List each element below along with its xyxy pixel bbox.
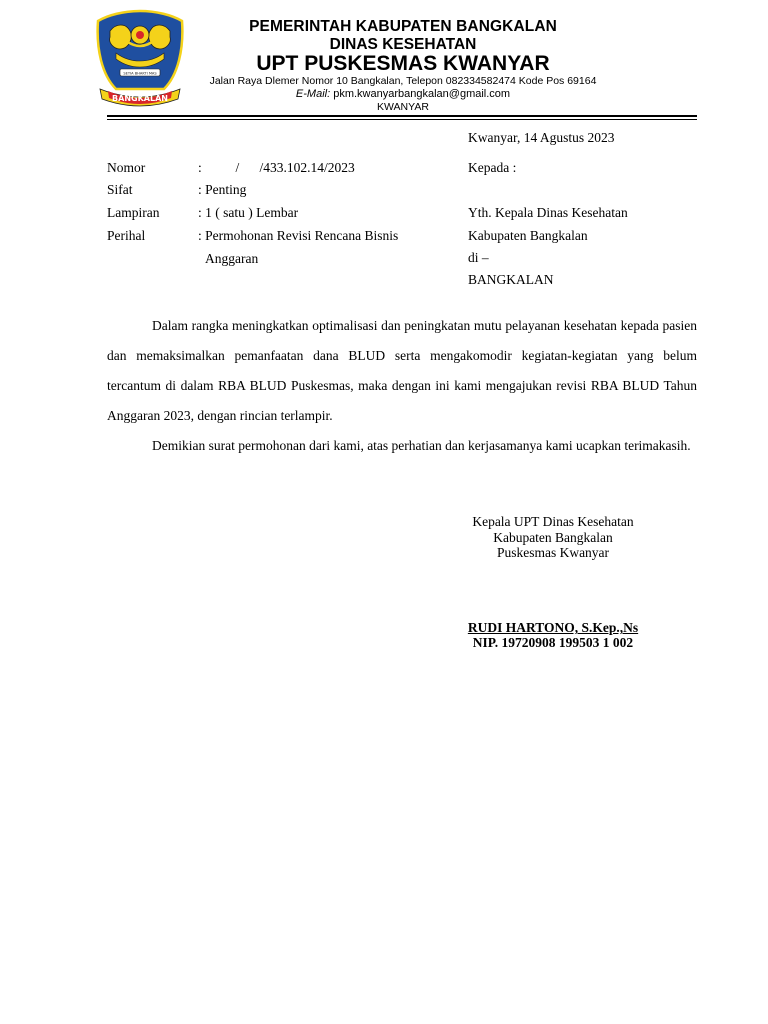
email-address: pkm.kwanyarbangkalan@gmail.com (333, 88, 511, 100)
letterhead (188, 18, 618, 113)
signature-title-3: Puskesmas Kwanyar (496, 545, 610, 560)
nomor-value: : / /433.102.14/2023 (198, 160, 355, 175)
recipient-line1: Yth. Kepala Dinas Kesehatan (468, 205, 628, 220)
letterhead-institution: UPT PUSKESMAS KWANYAR (256, 52, 550, 75)
place-date: Kwanyar, 14 Agustus 2023 (468, 130, 615, 145)
perihal-value-line1: : Permohonan Revisi Rencana Bisnis (198, 228, 399, 243)
bangkalan-emblem-logo (94, 9, 186, 107)
signatory-name (440, 620, 666, 635)
nomor-label: Nomor (107, 160, 146, 175)
signature-title-1: Kepala UPT Dinas Kesehatan (472, 514, 634, 529)
sifat-value: : Penting (198, 182, 247, 197)
lampiran-value: : 1 ( satu ) Lembar (198, 205, 299, 220)
letterhead-city: KWANYAR (377, 101, 429, 113)
recipient-kepada: Kepada : (468, 160, 517, 175)
svg-text:SETIA BHAKTI MAS: SETIA BHAKTI MAS (123, 71, 157, 76)
body-paragraph-1: Dalam rangka meningkatkan optimalisasi dan peningkatan mutu pelayanan kesehatan kepada pasien dan memaksimalkan pemanfaatan dana BLUD serta mengakomodir kegiatan-kegiatan yang belum tercantum di dalam RBA BLUD Puskesmas, maka dengan ini kami mengajukan revisi RBA BLUD Tahun Anggaran 2023, dengan rincian terlampir. (107, 318, 697, 423)
signatory-nip: NIP. 19720908 199503 1 002 (472, 635, 634, 650)
signature-title-2: Kabupaten Bangkalan (493, 530, 613, 545)
letterhead-address: Jalan Raya Dlemer Nomor 10 Bangkalan, Telepon 082334582474 Kode Pos 69164 (209, 75, 597, 87)
letterhead-department: DINAS KESEHATAN (329, 36, 477, 53)
email-label: E-Mail: (295, 88, 331, 100)
letterhead-rule-thick (107, 115, 697, 117)
letterhead-email (188, 88, 618, 101)
svg-text:BANGKALAN: BANGKALAN (112, 94, 168, 103)
signatory-name-text: RUDI HARTONO, S.Kep.,Ns (467, 620, 639, 635)
letterhead-government: PEMERINTAH KABUPATEN BANGKALAN (249, 18, 557, 35)
lampiran-label: Lampiran (107, 205, 160, 220)
recipient-line4: BANGKALAN (468, 272, 554, 287)
perihal-label: Perihal (107, 228, 146, 243)
recipient-line2: Kabupaten Bangkalan (468, 228, 588, 243)
sifat-label: Sifat (107, 182, 133, 197)
perihal-value-line2: Anggaran (205, 251, 259, 266)
letterhead-rule-thin (107, 119, 697, 120)
recipient-line3: di – (468, 250, 489, 265)
body-paragraph-2: Demikian surat permohonan dari kami, atas perhatian dan kerjasamanya kami ucapkan terimakasih. (152, 438, 691, 453)
